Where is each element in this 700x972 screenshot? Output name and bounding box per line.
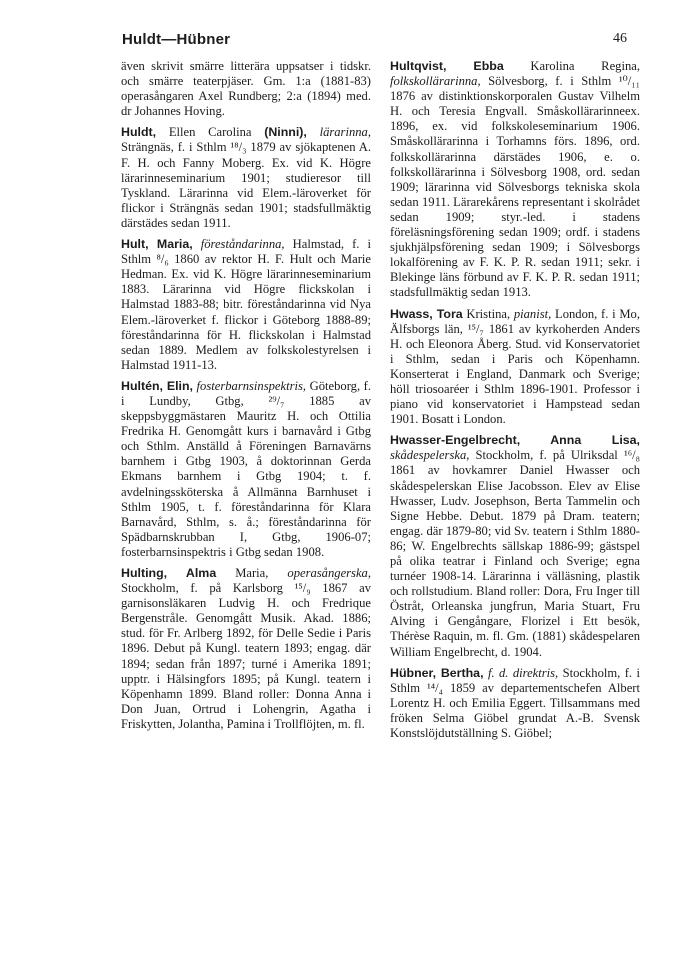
entry-occupation: skådespelerska, xyxy=(390,448,470,463)
left-column xyxy=(121,59,371,939)
entry-headword: Hübner, Bertha, xyxy=(390,665,484,680)
text-columns xyxy=(121,59,640,939)
entry-headword: Hultén, Elin, xyxy=(121,378,193,393)
entry-occupation: f. d. direktris, xyxy=(483,665,559,680)
entry-given-names: Karolina Regina, xyxy=(503,59,640,73)
entry-hult-maria xyxy=(121,237,371,373)
entry-text: Stockholm, f. i Sthlm ¹⁴/₄ 1859 av departementschefen Albert Lorentz H. och Emilia Eggert. Tillsammans med fröken Selma Giöbel grundat A.-B. Svensk Konstslöjdutställning S. Giöbel; xyxy=(390,665,640,741)
entry-given-names: Maria, xyxy=(216,566,269,580)
entry-occupation: pianist, xyxy=(510,306,552,321)
entry-given-names: Kristina, xyxy=(462,306,511,321)
entry-occupation: föreståndarinna, xyxy=(192,237,285,252)
entry-hultqvist-ebba xyxy=(390,59,640,301)
entry-occupation: fosterbarnsinspektris, xyxy=(193,378,307,393)
right-column xyxy=(390,59,640,939)
entry-headword: Huldt, xyxy=(121,125,157,140)
page-number: 46 xyxy=(613,31,627,46)
entry-text: Strängnäs, f. i Sthlm ¹⁸/₃ 1879 av sjökaptenen A. F. H. och Fanny Moberg. Ex. vid K. Högre lärarinneseminarium 1901; studieresor till Tyskland. Lärarinna vid Elem.-läroverket för flickor i Strängnäs sedan 1901; stadsfullmäktig därstädes sedan 1911. xyxy=(121,140,371,230)
page-header xyxy=(122,24,627,54)
entry-text: London, f. i Mo, Älfsborgs län, ¹⁵/₇ 1861 av kyrkoherden Anders H. och Eleonora Åberg. Stud. vid Konservatoriet i Sthlm, sedan i Paris och Köpenhamn. Konserterat i England, Danmark och Sverige; höll triosoaréer i Sthlm 1896-1901. Professor i piano vid konservatoriet i Hampstead sedan 1901. Bosatt i London. xyxy=(390,306,640,427)
entry-hwass-tora xyxy=(390,307,640,428)
entry-text: Halmstad, f. i Sthlm ⁸/₆ 1860 av rektor H. F. Hult och Marie Hedman. Ex. vid K. Högre lärarinneseminarium 1883. Lärarinna vid Högre flickskolan i Halmstad 1883-88; bitr. föreståndarinna vid Nya Elem.-läroverket f. flickor i Göteborg 1888-89; föreståndarinna för H. flickskolan i Halmstad sedan 1889. Medlem av folkskolestyrelsen i Halmstad 1911-13. xyxy=(121,237,371,372)
entry-headword: Hult, Maria, xyxy=(121,237,193,252)
entry-given-names: Ellen Carolina xyxy=(156,125,265,140)
entry-text: Stockholm, f. på Karlsborg ¹⁵/₉ 1867 av garnisonsläkaren Ludvig H. och Fredrique Bergenstråle. Genomgått Musik. Akad. 1886; stud. för Fr. Arlberg 1892, för Delle Sedie i Paris 1896. Debut på Kungl. teatern 1893; engag. där 1894; sedan från 1897; turné i Amerika 1891; upptr. i Hälsingfors 1895; på Kungl. teatern i Köpenhamn 1899. Bland roller: Donna Anna i Don Juan, Ortrud i Lohengrin, Agatha i Friskytten, Jolantha, Pamina i Trollflöjten, m. fl. xyxy=(121,581,371,731)
entry-hubner-bertha xyxy=(390,666,640,741)
entry-text: Sölvesborg, f. i Sthlm ¹⁰/₁₁ 1876 av distinktionskorporalen Gustav Vilhelm H. och Teresia Engvall. Småskollärarinneex. 1896, ex. vid folkskoleseminarium 1906. Småskollärarinna i Torhamns förs. 1896, ord. folkskollärarinna därstädes 1906, e. o. folkskollärarinna i Sölvesborg 1908, ord. sedan 1909; lärarinna vid Sölvesborgs tekniska skola sedan 1911. Lärarekårens representant i skolrådet sedan 1909; styr.-led. i stadens föreläsningsförening sedan 1909; ordf. i stadens sjukhjälpsförening sedan 1909; i Sölvesborgs lokalförening av F. K. P. R. sedan 1911; sekr. i Blekinge läns förbund av F. K. P. R. sedan 1911; stadsfullmäktig sedan 1913. xyxy=(390,74,640,300)
entry-huldt-ellen xyxy=(121,125,371,231)
entry-hulten-elin xyxy=(121,379,371,560)
entry-headword: Hwasser-Engelbrecht, Anna Lisa, xyxy=(390,433,640,448)
entry-hwasser-engelbrecht-anna xyxy=(390,433,640,659)
entry-occupation: folkskollärarinna, xyxy=(390,74,481,89)
running-head: Huldt—Hübner xyxy=(122,30,231,48)
entry-text: Stockholm, f. på Ulriksdal ¹⁶/₈ 1861 av hovkamrer Daniel Hwasser och skådespelerskan Elise Jacobsson. Elev av Elise Hwasser, Ludv. Josephson, Berta Tammelin och Signe Hebbe. Debut. 1879 på Dram. teatern; engag. där 1879-80; vid Sv. teatern i Sthlm 1880-86; W. Engelbrechts sällskap 1886-99; gästspel på olika teatrar i Finland och Sverige; egna turnéer 1908-14. Lärarinna i välläsning, plastik och rollstudium. Bland roller: Dora, Fru Inger till Östråt, Orleanska jungfrun, Maria Stuart, Fru Alving i Gengångare, Florizel i Ett besök, Thérèse Raquin, m. fl. Gm. (1881) skådespelaren William Engelbrecht, d. 1904. xyxy=(390,448,640,659)
entry-headword: Hulting, Alma xyxy=(121,566,217,580)
entry-headword: Hultqvist, Ebba xyxy=(390,59,504,73)
entry-continuation: även skrivit smärre litterära uppsatser i tidskr. och smärre teaterpjäser. Gm. 1:a (1881-83) operasångaren Axel Rundberg; 2:a (1894) med. dr Johannes Hoving. xyxy=(121,59,371,119)
entry-nickname: (Ninni), xyxy=(264,125,307,140)
entry-text: Göteborg, f. i Lundby, Gtbg, ²⁹/₇ 1885 av skeppsbyggmästaren Mauritz H. och Ottilia Fredrika H. Genomgått kurs i barnavård i Gtbg och Sthlm. Anställd å Föreningen Barnavärns barnhem i Gtbg 1903, å doktorinnan Gerda Ekmans barnhem i Gtbg 1904; t. f. avdelningssköterska å Allmänna Barnhuset i Sthlm 1905, t. f. föreståndarinna för Klara Barnavård, Sthlm, s. å.; föreståndarinna för Spädbarnskrubban I, Gtbg, 1906-07; fosterbarnsinspektris i Gtbg sedan 1908. xyxy=(121,378,371,559)
entry-occupation: operasångerska, xyxy=(268,566,371,580)
entry-headword: Hwass, Tora xyxy=(390,306,463,321)
entry-occupation: lärarinna, xyxy=(306,125,371,140)
entry-hulting-alma xyxy=(121,566,371,732)
